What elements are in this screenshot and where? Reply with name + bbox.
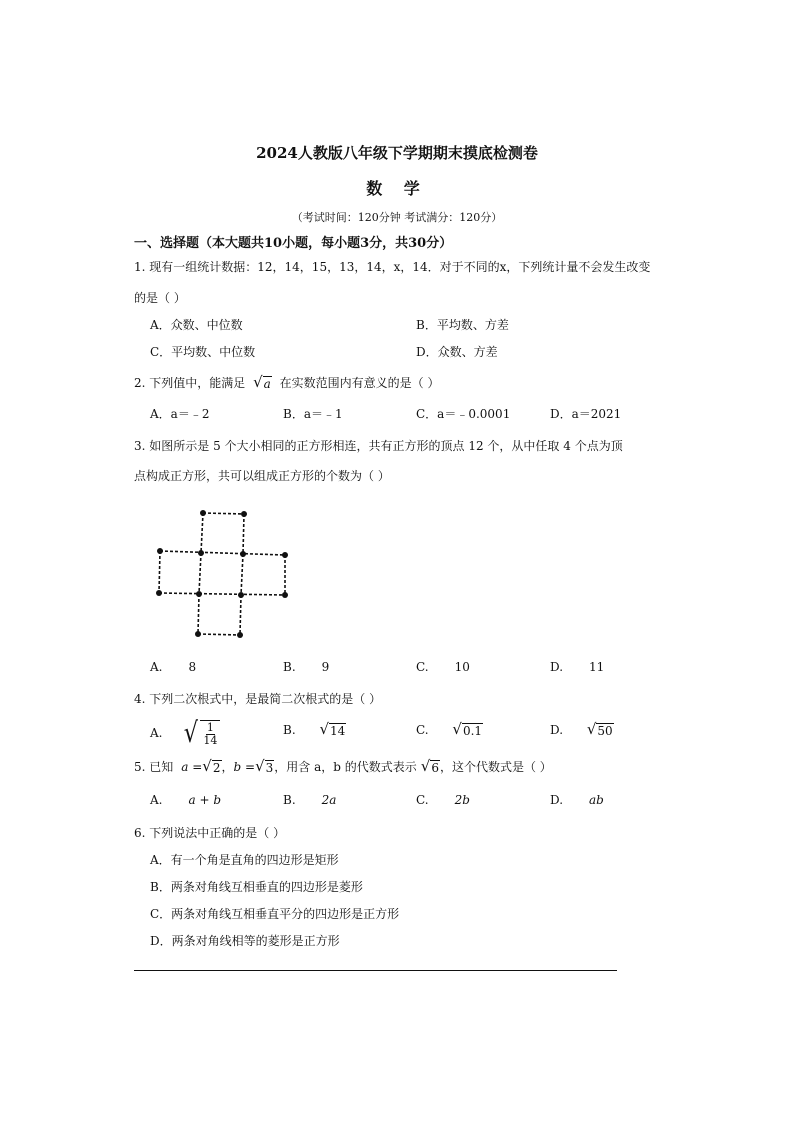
vertex-dot [241,511,247,517]
q3-line1: 3. 如图所示是 5 个大小相同的正方形相连，共有正方形的顶点 12 个，从中任取 4 个点为顶 [134,439,623,453]
q3-option-a-value: 8 [188,660,197,674]
section-title: 一、选择题（本大题共10小题，每小题3分，共30分） [134,236,453,251]
q1-option-a: A．众数、中位数 [150,318,243,332]
q5-eq1-radicand: 2 [212,760,221,775]
q3-option-d-letter: D. [550,660,564,674]
q4-a-numerator: 1 [206,721,214,734]
q4-stem: 4. 下列二次根式中，是最简二次根式的是（ ） [134,692,382,706]
squares-figure [150,505,300,640]
q5-stem: 5. 已知 a = √ 2 ， b = √ 3 ，用含 a，b 的代数式表示 √ 6 ，这个代数式是（ ） [134,756,552,775]
q4-option-d-radical [587,722,614,738]
q5-eq2-radicand: 3 [265,760,274,775]
sqrt-icon: √ [253,373,263,391]
sqrt-icon: √ [452,720,462,738]
q2-option-d: D．a＝2021 [550,407,622,421]
q4-option-d-radicand: 50 [597,724,613,738]
q5-option-c [416,793,470,807]
q3-option-b-value: 9 [321,660,330,674]
q2-suffix: 在实数范围内有意义的是（ ） [279,376,440,390]
q3-option-b [283,660,329,674]
q2-stem [134,374,439,391]
q4-option-b-radical [319,722,346,738]
q3-option-c-letter: C. [416,660,429,674]
q4-option-a [150,718,220,748]
vertex-dot [195,631,201,637]
q3-option-b-letter: B. [283,660,296,674]
q2-option-c: C．a＝﹣0.0001 [416,407,511,421]
q3-option-c [416,660,470,674]
q3-option-a [150,660,196,674]
q3-option-a-letter: A. [150,660,163,674]
q5-option-c-letter: C. [416,793,429,807]
q5-option-b-value: 2a [321,793,337,807]
sqrt-icon: √ [184,716,199,749]
page-title: 2024人教版八年级下学期期末摸底检测卷 [256,144,538,162]
q1-option-d: D．众数、方差 [416,345,498,359]
q4-option-c-radical [452,722,483,738]
q5-eq2-radical [255,756,274,775]
q5-option-a-letter: A. [150,793,163,807]
q6-option-c: C．两条对角线互相垂直平分的四边形是正方形 [150,907,400,921]
q6-option-b: B．两条对角线互相垂直的四边形是菱形 [150,880,363,894]
q2-radical [253,375,272,391]
q4-a-denominator: 14 [203,734,218,747]
q6-stem: 6. 下列说法中正确的是（ ） [134,826,286,840]
sqrt-icon: √ [255,756,265,775]
q5-option-d-letter: D. [550,793,564,807]
q5-option-d-value: ab [589,793,604,807]
vertex-dot [282,592,288,598]
vertex-dot [198,550,204,556]
q5-option-a-value: a + b [188,793,222,807]
q4-option-c-letter: C. [416,723,429,737]
footer-rule [134,970,617,971]
q6-option-a: A．有一个角是直角的四边形是矩形 [150,853,339,867]
q2-radicand: a [263,377,271,391]
vertex-dot [156,590,162,596]
q5-option-b-letter: B. [283,793,296,807]
q5-option-a [150,793,221,807]
q5-mid: ，用含 a，b 的代数式表示 [274,760,417,774]
q2-option-a: A．a＝﹣2 [150,407,210,421]
q3-option-d [550,660,604,674]
q5-suffix: ，这个代数式是（ ） [439,760,552,774]
q6-option-d: D．两条对角线相等的菱形是正方形 [150,934,340,948]
q5-eq2-lhs: b = [233,759,256,774]
q4-option-a-radical [182,718,220,748]
sqrt-icon: √ [420,756,431,775]
q4-option-c [416,722,483,738]
q4-option-d-letter: D. [550,723,564,737]
subject-title: 数 学 [366,179,428,198]
q3-line2: 点构成正方形，共可以组成正方形的个数为（ ） [134,469,390,483]
q4-option-b [283,722,346,738]
q5-option-d [550,793,604,807]
q4-option-a-fraction [200,720,220,748]
q4-option-b-letter: B. [283,723,296,737]
vertex-dot [240,551,246,557]
sqrt-icon: √ [586,720,597,738]
q2-option-b: B．a＝﹣1 [283,407,343,421]
q2-prefix: 2. 下列值中，能满足 [134,376,246,390]
vertex-dot [238,592,244,598]
q5-prefix: 5. 已知 [134,760,174,774]
vertex-dot [282,552,288,558]
q5-option-b [283,793,336,807]
q3-option-c-value: 10 [454,660,470,674]
q1-option-b: B．平均数、方差 [416,318,509,332]
vertex-dot [196,591,202,597]
vertex-dot [200,510,206,516]
q5-radicand: 6 [431,760,439,775]
exam-note: （考试时间：120分钟 考试满分：120分） [291,211,503,224]
q1-line2: 的是（ ） [134,291,186,305]
vertex-dot [237,632,243,638]
q1-option-c: C．平均数、中位数 [150,345,256,359]
sqrt-icon: √ [202,756,212,775]
q3-option-d-value: 11 [589,660,605,674]
q4-option-b-radicand: 14 [330,724,346,738]
q4-option-a-letter: A. [150,726,163,740]
q5-radical [420,756,440,775]
q1-line1: 1. 现有一组统计数据：12，14，15，13，14，x，14．对于不同的x，下列统计量不会发生改变 [134,260,651,274]
vertex-dot [157,548,163,554]
q5-option-c-value: 2b [454,793,470,807]
q4-option-d [550,722,614,738]
q5-eq1-radical [202,756,221,775]
q5-eq1-lhs: a = [181,759,203,774]
q4-option-c-radicand: 0.1 [462,724,483,738]
sqrt-icon: √ [319,720,330,738]
